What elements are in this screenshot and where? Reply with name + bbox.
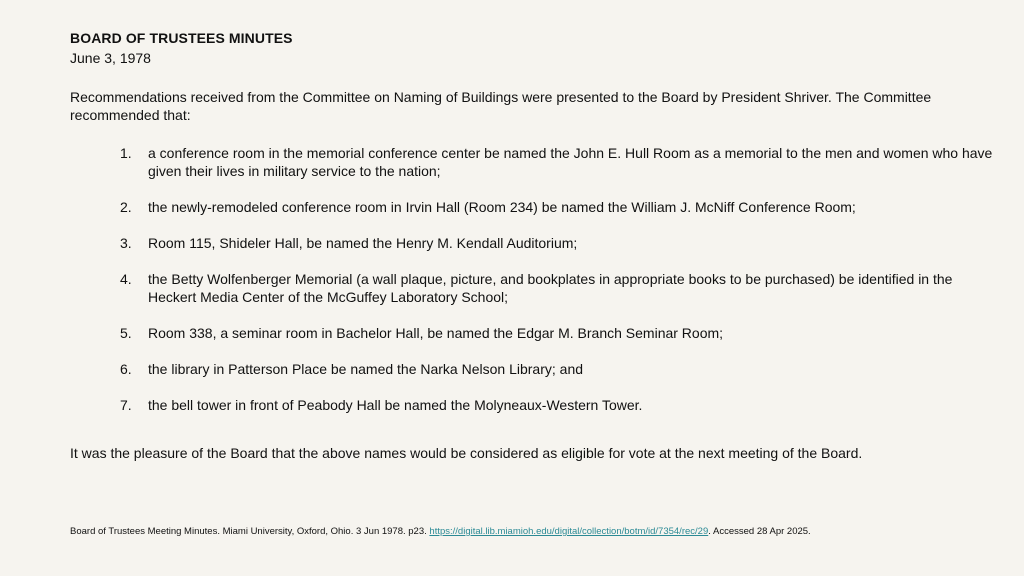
list-item-number: 1. <box>120 145 132 161</box>
list-item-number: 5. <box>120 325 132 341</box>
list-item-text: the library in Patterson Place be named the Narka Nelson Library; and <box>148 361 584 377</box>
intro-paragraph: Recommendations received from the Committee on Naming of Buildings were presented to the Board by President Shriver. The Committee recommended that: <box>70 89 932 123</box>
list-item <box>120 396 993 414</box>
citation-suffix: . Accessed 28 Apr 2025. <box>708 526 811 537</box>
list-item-text: the bell tower in front of Peabody Hall be named the Molyneaux-Western Tower. <box>148 397 643 413</box>
list-item-number: 7. <box>120 397 132 413</box>
recommendations-list <box>120 144 1000 432</box>
list-item-text: Room 338, a seminar room in Bachelor Hall, be named the Edgar M. Branch Seminar Room; <box>148 325 724 341</box>
citation-footer <box>70 526 970 538</box>
citation-link[interactable]: https://digital.lib.miamioh.edu/digital/collection/botm/id/7354/rec/29 <box>429 526 709 537</box>
citation-prefix: Board of Trustees Meeting Minutes. Miami University, Oxford, Ohio. 3 Jun 1978. p23. <box>70 526 430 537</box>
closing-paragraph: It was the pleasure of the Board that the above names would be considered as eligible for vote at the next meeting of the Board. <box>70 445 863 461</box>
list-item-number: 2. <box>120 199 132 215</box>
list-item <box>120 198 993 216</box>
list-item <box>120 360 993 378</box>
list-item-text: the newly-remodeled conference room in Irvin Hall (Room 234) be named the William J. McNiff Conference Room; <box>148 199 856 215</box>
list-item-text: the Betty Wolfenberger Memorial (a wall plaque, picture, and bookplates in appropriate books to be purchased) be identified in the Heckert Media Center of the McGuffey Laboratory School; <box>148 271 953 305</box>
document-title: BOARD OF TRUSTEES MINUTES <box>70 30 293 46</box>
list-item-number: 6. <box>120 361 132 377</box>
list-item-number: 3. <box>120 235 132 251</box>
list-item-text: Room 115, Shideler Hall, be named the Henry M. Kendall Auditorium; <box>148 235 578 251</box>
list-item-number: 4. <box>120 271 132 287</box>
list-item <box>120 234 993 252</box>
list-item-text: a conference room in the memorial conference center be named the John E. Hull Room as a memorial to the men and women who have given their lives in military service to the nation; <box>148 145 993 179</box>
list-item <box>120 144 993 180</box>
list-item <box>120 324 993 342</box>
meeting-date: June 3, 1978 <box>70 50 151 66</box>
list-item <box>120 270 993 306</box>
